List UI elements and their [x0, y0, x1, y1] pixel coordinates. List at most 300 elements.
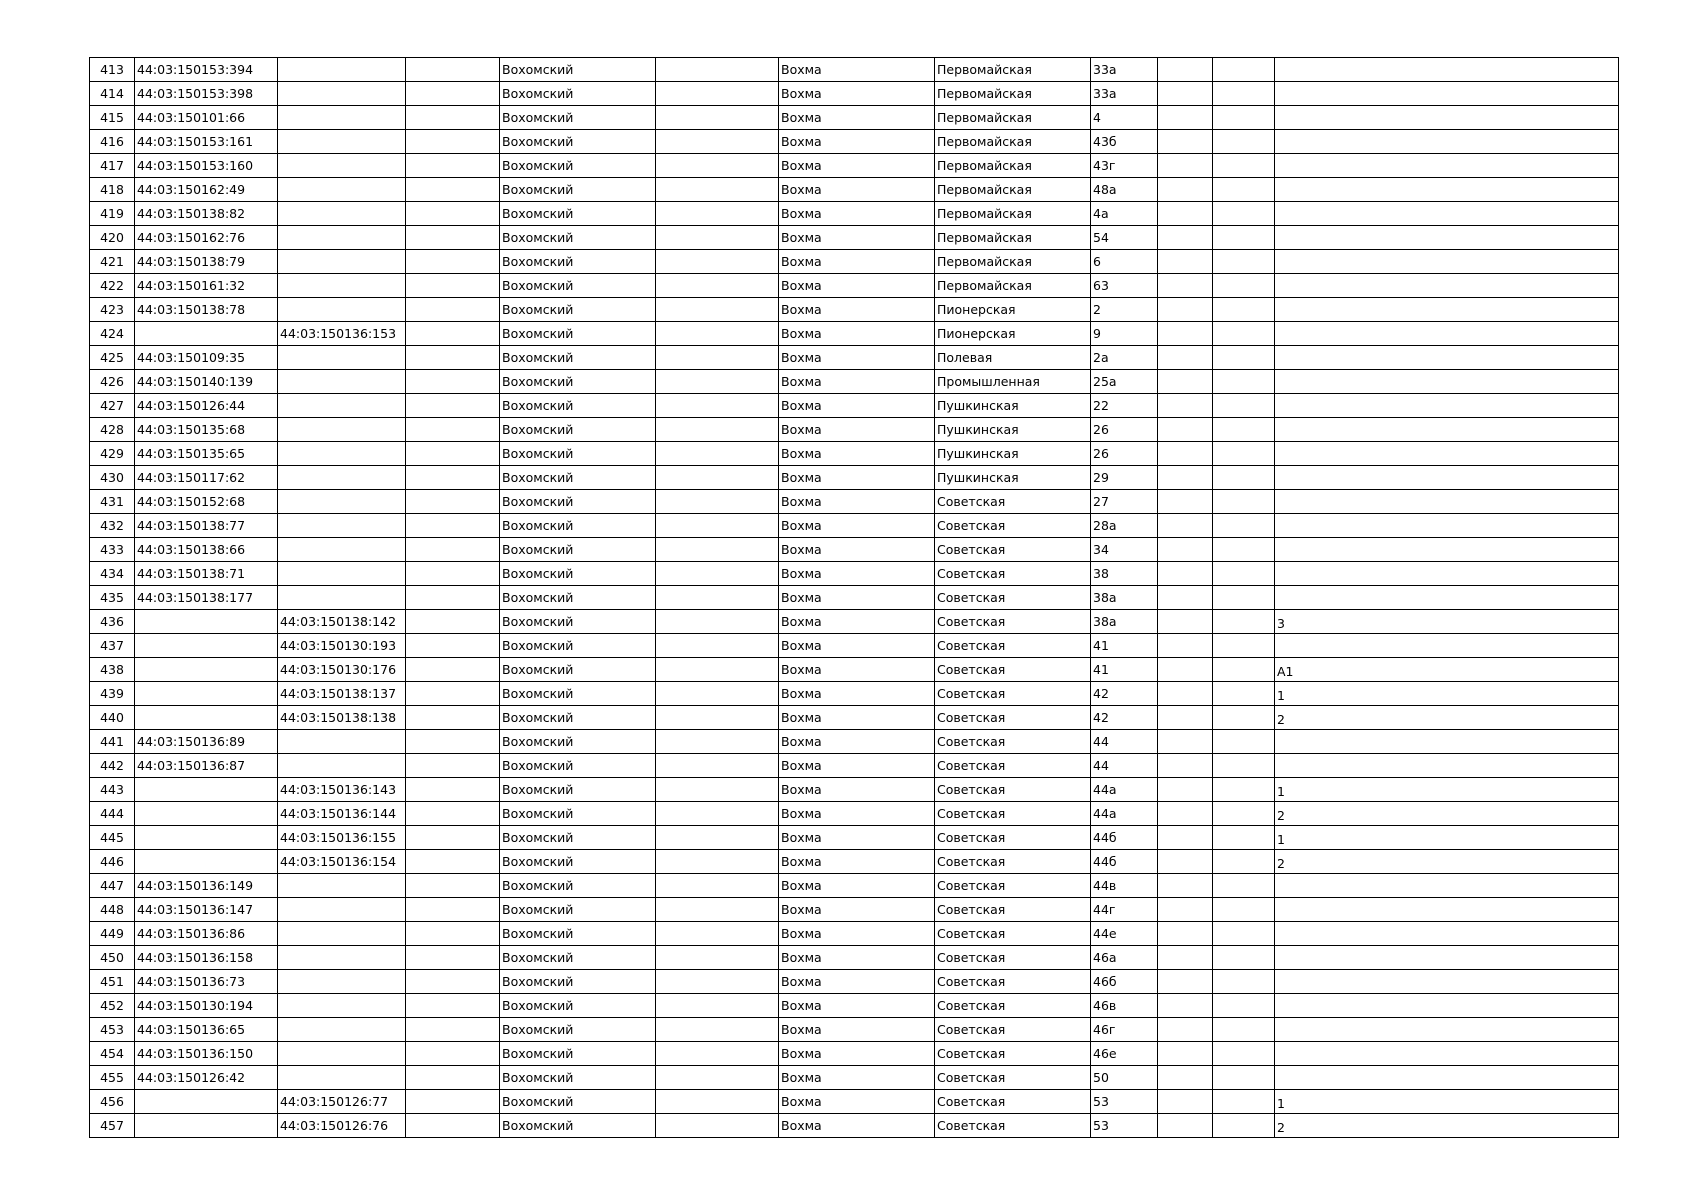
unit-number-cell: 2 — [1275, 1114, 1619, 1138]
locality-cell: Вохма — [779, 226, 935, 250]
empty-cell — [1158, 130, 1213, 154]
street-cell: Пионерская — [935, 298, 1091, 322]
street-cell: Первомайская — [935, 130, 1091, 154]
street-cell: Советская — [935, 1114, 1091, 1138]
table-row — [90, 1042, 1619, 1066]
street-cell: Первомайская — [935, 274, 1091, 298]
house-number-cell: 38 — [1091, 562, 1158, 586]
cadastral-number-alt-cell: 44:03:150138:137 — [278, 682, 406, 706]
empty-cell — [1213, 1090, 1275, 1114]
table-row — [90, 898, 1619, 922]
empty-cell — [1213, 826, 1275, 850]
house-number-cell: 41 — [1091, 634, 1158, 658]
district-cell: Вохомский — [500, 466, 656, 490]
unit-number-cell: 3 — [1275, 610, 1619, 634]
locality-cell: Вохма — [779, 418, 935, 442]
cadastral-number-alt-cell — [278, 82, 406, 106]
house-number-cell: 34 — [1091, 538, 1158, 562]
street-cell: Советская — [935, 802, 1091, 826]
unit-number-cell — [1275, 562, 1619, 586]
unit-number-cell: 1 — [1275, 778, 1619, 802]
house-number-cell: 44а — [1091, 778, 1158, 802]
empty-cell — [1213, 658, 1275, 682]
street-cell: Первомайская — [935, 178, 1091, 202]
table-row — [90, 466, 1619, 490]
street-cell: Советская — [935, 730, 1091, 754]
cadastral-number-alt-cell: 44:03:150130:176 — [278, 658, 406, 682]
district-cell: Вохомский — [500, 1066, 656, 1090]
empty-cell — [406, 490, 500, 514]
district-cell: Вохомский — [500, 802, 656, 826]
street-cell: Первомайская — [935, 226, 1091, 250]
empty-cell — [1213, 250, 1275, 274]
cadastral-number-alt-cell — [278, 490, 406, 514]
empty-cell — [1158, 802, 1213, 826]
empty-cell — [656, 202, 779, 226]
locality-cell: Вохма — [779, 970, 935, 994]
street-cell: Советская — [935, 754, 1091, 778]
locality-cell: Вохма — [779, 610, 935, 634]
empty-cell — [1213, 202, 1275, 226]
cadastral-number-alt-cell — [278, 298, 406, 322]
street-cell: Советская — [935, 490, 1091, 514]
empty-cell — [1158, 898, 1213, 922]
district-cell: Вохомский — [500, 730, 656, 754]
empty-cell — [656, 82, 779, 106]
locality-cell: Вохма — [779, 1090, 935, 1114]
row-number-cell: 457 — [90, 1114, 135, 1138]
locality-cell: Вохма — [779, 634, 935, 658]
house-number-cell: 28а — [1091, 514, 1158, 538]
empty-cell — [406, 346, 500, 370]
street-cell: Советская — [935, 538, 1091, 562]
empty-cell — [406, 850, 500, 874]
table-row — [90, 850, 1619, 874]
locality-cell: Вохма — [779, 826, 935, 850]
row-number-cell: 444 — [90, 802, 135, 826]
street-cell: Пионерская — [935, 322, 1091, 346]
house-number-cell: 2 — [1091, 298, 1158, 322]
unit-number-cell: 1 — [1275, 682, 1619, 706]
empty-cell — [656, 1066, 779, 1090]
unit-number-cell — [1275, 346, 1619, 370]
row-number-cell: 424 — [90, 322, 135, 346]
table-row — [90, 394, 1619, 418]
street-cell: Советская — [935, 1066, 1091, 1090]
house-number-cell: 50 — [1091, 1066, 1158, 1090]
locality-cell: Вохма — [779, 682, 935, 706]
table-row — [90, 874, 1619, 898]
house-number-cell: 43б — [1091, 130, 1158, 154]
empty-cell — [1158, 946, 1213, 970]
cadastral-number-cell: 44:03:150153:161 — [135, 130, 278, 154]
empty-cell — [656, 370, 779, 394]
empty-cell — [406, 730, 500, 754]
street-cell: Пушкинская — [935, 418, 1091, 442]
district-cell: Вохомский — [500, 514, 656, 538]
district-cell: Вохомский — [500, 922, 656, 946]
house-number-cell: 44а — [1091, 802, 1158, 826]
row-number-cell: 422 — [90, 274, 135, 298]
empty-cell — [1213, 130, 1275, 154]
cadastral-number-cell: 44:03:150138:177 — [135, 586, 278, 610]
unit-number-cell — [1275, 442, 1619, 466]
row-number-cell: 426 — [90, 370, 135, 394]
district-cell: Вохомский — [500, 898, 656, 922]
street-cell: Пушкинская — [935, 394, 1091, 418]
cadastral-number-alt-cell — [278, 514, 406, 538]
cadastral-number-alt-cell — [278, 346, 406, 370]
house-number-cell: 48а — [1091, 178, 1158, 202]
empty-cell — [1213, 370, 1275, 394]
locality-cell: Вохма — [779, 1018, 935, 1042]
district-cell: Вохомский — [500, 490, 656, 514]
locality-cell: Вохма — [779, 802, 935, 826]
cadastral-number-alt-cell — [278, 418, 406, 442]
table-row — [90, 106, 1619, 130]
cadastral-number-cell — [135, 778, 278, 802]
cadastral-number-alt-cell: 44:03:150136:154 — [278, 850, 406, 874]
cadastral-number-alt-cell — [278, 754, 406, 778]
unit-number-cell — [1275, 1042, 1619, 1066]
street-cell: Пушкинская — [935, 466, 1091, 490]
empty-cell — [1213, 970, 1275, 994]
unit-number-cell — [1275, 130, 1619, 154]
cadastral-number-cell: 44:03:150162:76 — [135, 226, 278, 250]
street-cell: Первомайская — [935, 202, 1091, 226]
empty-cell — [406, 130, 500, 154]
empty-cell — [1213, 802, 1275, 826]
row-number-cell: 430 — [90, 466, 135, 490]
locality-cell: Вохма — [779, 706, 935, 730]
empty-cell — [1158, 178, 1213, 202]
unit-number-cell — [1275, 946, 1619, 970]
empty-cell — [656, 514, 779, 538]
street-cell: Советская — [935, 1090, 1091, 1114]
table-row — [90, 130, 1619, 154]
street-cell: Советская — [935, 610, 1091, 634]
cadastral-number-alt-cell — [278, 370, 406, 394]
row-number-cell: 447 — [90, 874, 135, 898]
table-row — [90, 1066, 1619, 1090]
row-number-cell: 455 — [90, 1066, 135, 1090]
house-number-cell: 41 — [1091, 658, 1158, 682]
table-row — [90, 778, 1619, 802]
cadastral-number-alt-cell: 44:03:150126:76 — [278, 1114, 406, 1138]
empty-cell — [656, 394, 779, 418]
district-cell: Вохомский — [500, 538, 656, 562]
cadastral-number-alt-cell — [278, 586, 406, 610]
empty-cell — [1213, 298, 1275, 322]
district-cell: Вохомский — [500, 850, 656, 874]
unit-number-cell — [1275, 490, 1619, 514]
locality-cell: Вохма — [779, 562, 935, 586]
cadastral-number-cell: 44:03:150138:78 — [135, 298, 278, 322]
row-number-cell: 431 — [90, 490, 135, 514]
street-cell: Первомайская — [935, 106, 1091, 130]
table-row — [90, 58, 1619, 82]
district-cell: Вохомский — [500, 778, 656, 802]
unit-number-cell: 1 — [1275, 1090, 1619, 1114]
empty-cell — [656, 250, 779, 274]
cadastral-number-cell — [135, 1114, 278, 1138]
locality-cell: Вохма — [779, 922, 935, 946]
cadastral-number-cell: 44:03:150138:66 — [135, 538, 278, 562]
empty-cell — [1158, 874, 1213, 898]
empty-cell — [1213, 754, 1275, 778]
table-row — [90, 994, 1619, 1018]
empty-cell — [406, 1066, 500, 1090]
cadastral-number-alt-cell: 44:03:150136:143 — [278, 778, 406, 802]
row-number-cell: 456 — [90, 1090, 135, 1114]
row-number-cell: 446 — [90, 850, 135, 874]
empty-cell — [656, 226, 779, 250]
street-cell: Промышленная — [935, 370, 1091, 394]
street-cell: Первомайская — [935, 82, 1091, 106]
cadastral-number-alt-cell — [278, 994, 406, 1018]
street-cell: Советская — [935, 514, 1091, 538]
street-cell: Советская — [935, 706, 1091, 730]
district-cell: Вохомский — [500, 250, 656, 274]
empty-cell — [656, 106, 779, 130]
empty-cell — [1158, 922, 1213, 946]
empty-cell — [1213, 274, 1275, 298]
cadastral-number-alt-cell — [278, 394, 406, 418]
table-row — [90, 178, 1619, 202]
empty-cell — [406, 610, 500, 634]
cadastral-number-cell — [135, 682, 278, 706]
row-number-cell: 428 — [90, 418, 135, 442]
house-number-cell: 44 — [1091, 754, 1158, 778]
street-cell: Советская — [935, 682, 1091, 706]
empty-cell — [1158, 490, 1213, 514]
unit-number-cell — [1275, 322, 1619, 346]
house-number-cell: 46а — [1091, 946, 1158, 970]
district-cell: Вохомский — [500, 226, 656, 250]
empty-cell — [1213, 466, 1275, 490]
house-number-cell: 54 — [1091, 226, 1158, 250]
locality-cell: Вохма — [779, 994, 935, 1018]
cadastral-number-cell: 44:03:150138:79 — [135, 250, 278, 274]
empty-cell — [656, 658, 779, 682]
empty-cell — [406, 634, 500, 658]
district-cell: Вохомский — [500, 994, 656, 1018]
cadastral-number-alt-cell — [278, 178, 406, 202]
empty-cell — [1213, 610, 1275, 634]
empty-cell — [406, 418, 500, 442]
empty-cell — [1213, 562, 1275, 586]
empty-cell — [656, 322, 779, 346]
empty-cell — [656, 58, 779, 82]
cadastral-number-alt-cell: 44:03:150138:142 — [278, 610, 406, 634]
row-number-cell: 454 — [90, 1042, 135, 1066]
row-number-cell: 438 — [90, 658, 135, 682]
house-number-cell: 44б — [1091, 826, 1158, 850]
unit-number-cell — [1275, 514, 1619, 538]
street-cell: Советская — [935, 994, 1091, 1018]
empty-cell — [406, 586, 500, 610]
district-cell: Вохомский — [500, 1114, 656, 1138]
empty-cell — [1213, 226, 1275, 250]
house-number-cell: 46г — [1091, 1018, 1158, 1042]
table-row — [90, 346, 1619, 370]
table-row — [90, 802, 1619, 826]
cadastral-number-alt-cell: 44:03:150138:138 — [278, 706, 406, 730]
empty-cell — [656, 274, 779, 298]
empty-cell — [1158, 1090, 1213, 1114]
cadastral-number-alt-cell: 44:03:150136:155 — [278, 826, 406, 850]
house-number-cell: 22 — [1091, 394, 1158, 418]
row-number-cell: 453 — [90, 1018, 135, 1042]
empty-cell — [1213, 706, 1275, 730]
cadastral-number-cell — [135, 802, 278, 826]
empty-cell — [1158, 730, 1213, 754]
empty-cell — [1213, 1042, 1275, 1066]
unit-number-cell — [1275, 730, 1619, 754]
empty-cell — [656, 826, 779, 850]
unit-number-cell — [1275, 418, 1619, 442]
empty-cell — [656, 418, 779, 442]
table-row — [90, 682, 1619, 706]
cadastral-number-cell: 44:03:150117:62 — [135, 466, 278, 490]
table-row — [90, 754, 1619, 778]
unit-number-cell — [1275, 202, 1619, 226]
empty-cell — [406, 682, 500, 706]
street-cell: Советская — [935, 586, 1091, 610]
row-number-cell: 427 — [90, 394, 135, 418]
house-number-cell: 26 — [1091, 418, 1158, 442]
empty-cell — [656, 730, 779, 754]
house-number-cell: 38а — [1091, 586, 1158, 610]
empty-cell — [1158, 682, 1213, 706]
unit-number-cell — [1275, 298, 1619, 322]
street-cell: Советская — [935, 778, 1091, 802]
empty-cell — [1213, 874, 1275, 898]
unit-number-cell: 2 — [1275, 850, 1619, 874]
cadastral-number-cell: 44:03:150136:158 — [135, 946, 278, 970]
locality-cell: Вохма — [779, 1066, 935, 1090]
empty-cell — [406, 178, 500, 202]
empty-cell — [406, 322, 500, 346]
row-number-cell: 451 — [90, 970, 135, 994]
table-body — [90, 58, 1619, 1138]
cadastral-number-alt-cell — [278, 1018, 406, 1042]
empty-cell — [1158, 1114, 1213, 1138]
cadastral-number-cell: 44:03:150126:42 — [135, 1066, 278, 1090]
row-number-cell: 417 — [90, 154, 135, 178]
row-number-cell: 442 — [90, 754, 135, 778]
empty-cell — [656, 346, 779, 370]
empty-cell — [406, 274, 500, 298]
empty-cell — [656, 1042, 779, 1066]
cadastral-number-alt-cell — [278, 562, 406, 586]
row-number-cell: 450 — [90, 946, 135, 970]
cadastral-number-alt-cell — [278, 538, 406, 562]
empty-cell — [406, 562, 500, 586]
district-cell: Вохомский — [500, 874, 656, 898]
table-row — [90, 442, 1619, 466]
table-row — [90, 1090, 1619, 1114]
empty-cell — [1213, 898, 1275, 922]
locality-cell: Вохма — [779, 778, 935, 802]
cadastral-number-cell: 44:03:150135:65 — [135, 442, 278, 466]
unit-number-cell — [1275, 1018, 1619, 1042]
district-cell: Вохомский — [500, 634, 656, 658]
empty-cell — [406, 754, 500, 778]
empty-cell — [656, 874, 779, 898]
unit-number-cell — [1275, 274, 1619, 298]
empty-cell — [1158, 754, 1213, 778]
house-number-cell: 6 — [1091, 250, 1158, 274]
unit-number-cell — [1275, 634, 1619, 658]
cadastral-number-cell: 44:03:150136:73 — [135, 970, 278, 994]
table-row — [90, 82, 1619, 106]
empty-cell — [406, 994, 500, 1018]
cadastral-number-alt-cell — [278, 442, 406, 466]
cadastral-number-cell: 44:03:150109:35 — [135, 346, 278, 370]
cadastral-number-alt-cell — [278, 874, 406, 898]
locality-cell: Вохма — [779, 346, 935, 370]
house-number-cell: 63 — [1091, 274, 1158, 298]
unit-number-cell — [1275, 1066, 1619, 1090]
street-cell: Советская — [935, 898, 1091, 922]
table-row — [90, 730, 1619, 754]
unit-number-cell — [1275, 106, 1619, 130]
unit-number-cell — [1275, 538, 1619, 562]
empty-cell — [1158, 514, 1213, 538]
table-row — [90, 706, 1619, 730]
cadastral-number-cell: 44:03:150136:65 — [135, 1018, 278, 1042]
empty-cell — [656, 994, 779, 1018]
unit-number-cell — [1275, 370, 1619, 394]
row-number-cell: 448 — [90, 898, 135, 922]
street-cell: Советская — [935, 874, 1091, 898]
table-row — [90, 514, 1619, 538]
table-row — [90, 634, 1619, 658]
empty-cell — [656, 682, 779, 706]
empty-cell — [1213, 850, 1275, 874]
table-row — [90, 946, 1619, 970]
empty-cell — [656, 586, 779, 610]
row-number-cell: 425 — [90, 346, 135, 370]
house-number-cell: 43г — [1091, 154, 1158, 178]
unit-number-cell — [1275, 586, 1619, 610]
empty-cell — [1158, 250, 1213, 274]
empty-cell — [406, 1114, 500, 1138]
empty-cell — [1213, 418, 1275, 442]
empty-cell — [406, 922, 500, 946]
row-number-cell: 414 — [90, 82, 135, 106]
unit-number-cell: 2 — [1275, 802, 1619, 826]
unit-number-cell — [1275, 754, 1619, 778]
house-number-cell: 44е — [1091, 922, 1158, 946]
district-cell: Вохомский — [500, 370, 656, 394]
empty-cell — [1158, 466, 1213, 490]
empty-cell — [406, 970, 500, 994]
empty-cell — [406, 1018, 500, 1042]
cadastral-number-cell: 44:03:150140:139 — [135, 370, 278, 394]
empty-cell — [406, 154, 500, 178]
cadastral-number-cell: 44:03:150153:160 — [135, 154, 278, 178]
cadastral-number-cell: 44:03:150138:77 — [135, 514, 278, 538]
cadastral-number-cell — [135, 850, 278, 874]
table-row — [90, 610, 1619, 634]
district-cell: Вохомский — [500, 130, 656, 154]
empty-cell — [406, 658, 500, 682]
empty-cell — [1213, 946, 1275, 970]
district-cell: Вохомский — [500, 202, 656, 226]
locality-cell: Вохма — [779, 322, 935, 346]
